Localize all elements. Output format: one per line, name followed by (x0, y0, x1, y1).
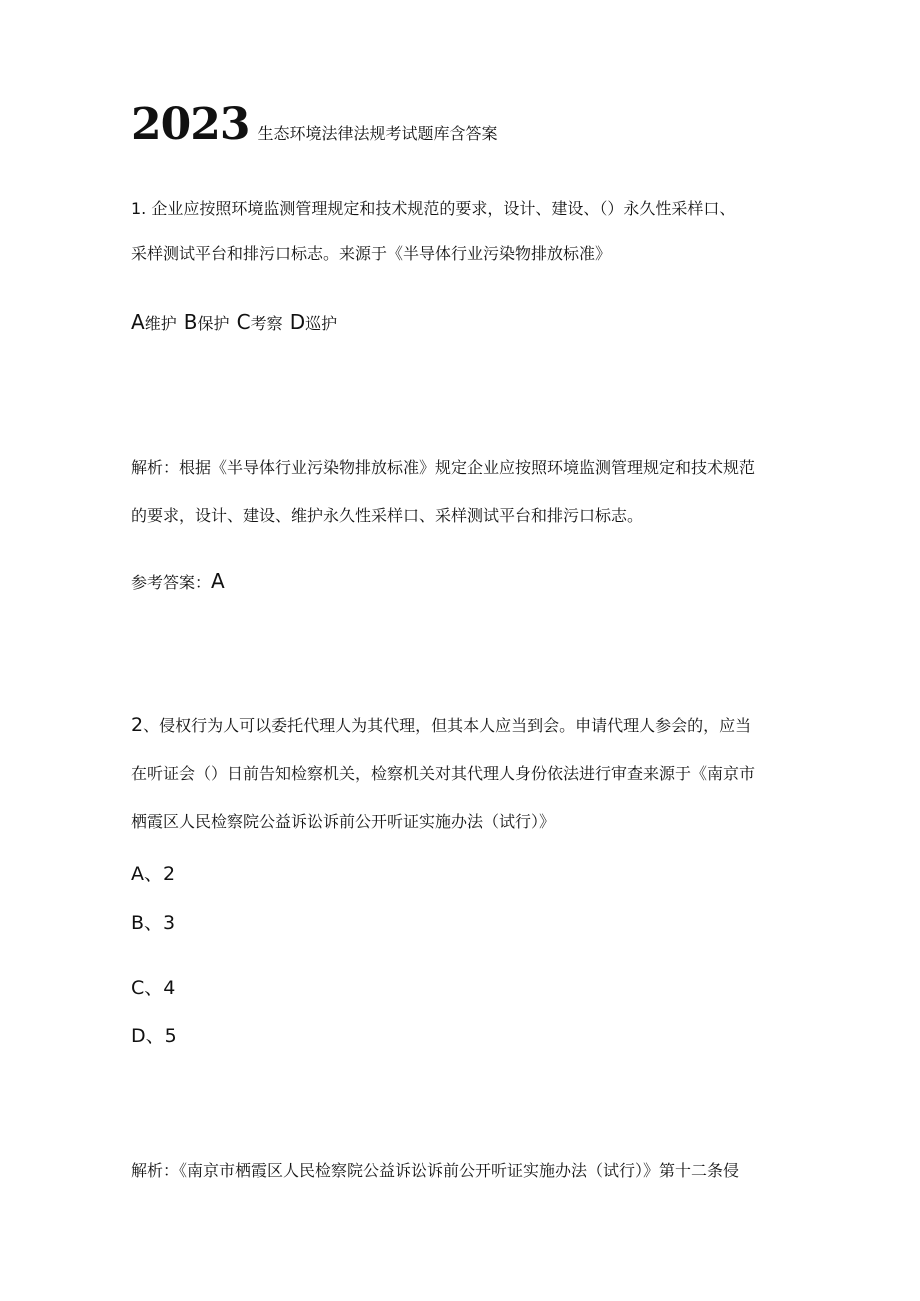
q1-options (131, 312, 339, 334)
q1-option-a-text: 维护 (144, 314, 177, 333)
q2-analysis-line-1: 解析：《南京市栖霞区人民检察院公益诉讼诉前公开听证实施办法（试行）》第十二条侵 (131, 1161, 740, 1180)
q1-option-c-text: 考察 (250, 314, 283, 333)
q1-option-b-letter: B (183, 310, 198, 334)
q1-option-d-letter: D (289, 310, 306, 334)
q2-stem-line-1-text: 、侵权行为人可以委托代理人为其代理，但其本人应当到会。申请代理人参会的，应当 (143, 716, 752, 735)
q1-option-b-text: 保护 (197, 314, 230, 333)
q2-stem-line-1 (131, 713, 751, 737)
q1-analysis-line-1: 解析：根据《半导体行业污染物排放标准》规定企业应按照环境监测管理规定和技术规范 (131, 458, 756, 477)
q1-stem-line-1: 1. 企业应按照环境监测管理规定和技术规范的要求，设计、建设、（）永久性采样口、 (131, 199, 736, 218)
title-text: 生态环境法律法规考试题库含答案 (257, 124, 498, 143)
q2-option-b: B、3 (131, 912, 176, 934)
q2-number: 2 (131, 714, 144, 736)
q2-option-a: A、2 (131, 863, 176, 885)
q2-stem-line-2: 在听证会（）日前告知检察机关，检察机关对其代理人身份依法进行审查来源于《南京市 (131, 764, 756, 783)
title-year: 2023 (131, 99, 250, 150)
q1-option-c-letter: C (236, 310, 251, 334)
q1-answer-label: 参考答案： (131, 573, 212, 592)
q1-answer (131, 571, 225, 593)
q2-option-c: C、4 (131, 977, 176, 999)
q1-option-a-letter: A (131, 310, 145, 334)
q1-option-d-text: 巡护 (305, 314, 338, 333)
q1-analysis-line-2: 的要求，设计、建设、维护永久性采样口、采样测试平台和排污口标志。 (131, 506, 644, 525)
q2-option-d: D、5 (131, 1025, 177, 1047)
document-title (131, 99, 498, 150)
q1-stem-line-2: 采样测试平台和排污口标志。来源于《半导体行业污染物排放标准》 (131, 244, 612, 263)
q1-answer-value: A (211, 569, 225, 593)
q2-stem-line-3: 栖霞区人民检察院公益诉讼诉前公开听证实施办法（试行）》 (131, 812, 556, 831)
